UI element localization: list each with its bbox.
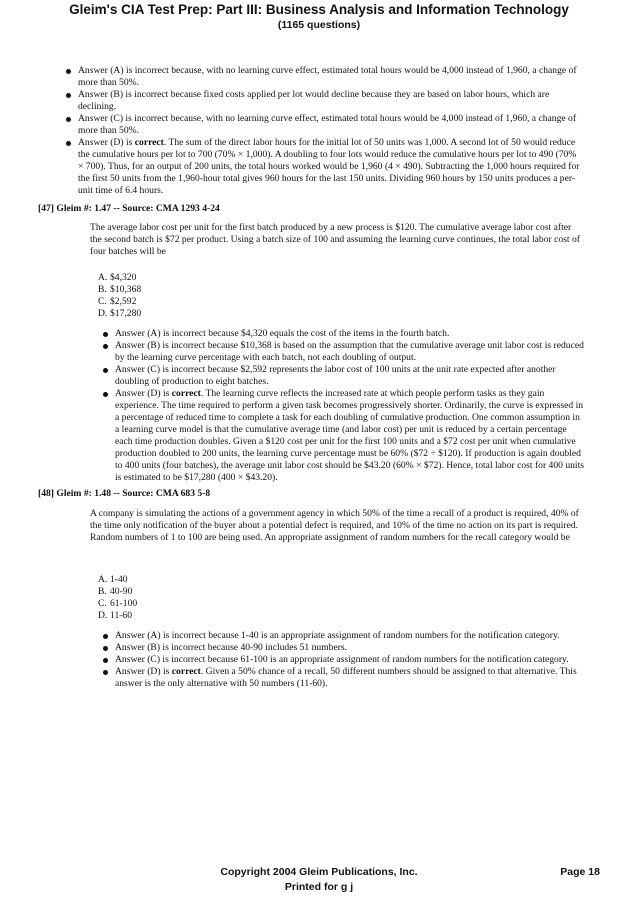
bullet-icon [66, 93, 71, 98]
bullet-icon [66, 117, 71, 122]
question-47-answers [99, 328, 585, 484]
question-48-answers [99, 630, 585, 690]
answer-item: Answer (B) is incorrect because 40-90 includes 51 numbers. [99, 642, 585, 654]
answer-item: Answer (A) is incorrect because, with no learning curve effect, estimated total hours would be 4,000 instead of 1,960, a change of more than 50%. [62, 65, 584, 89]
option-d: D. 11-60 [98, 610, 133, 621]
option-d: D. $17,280 [98, 308, 142, 319]
answer-item: Answer (B) is incorrect because $10,368 is based on the assumption that the cumulative average unit labor cost is reduced by the learning curve percentage with each batch, not each doubling of output. [99, 340, 585, 364]
option-b: B. $10,368 [98, 284, 142, 295]
answer-item: Answer (C) is incorrect because 61-100 is an appropriate assignment of random numbers for the notification category. [99, 654, 585, 666]
bullet-icon [66, 141, 71, 146]
answer-item-correct: Answer (D) is correct. Given a 50% chance of a recall, 50 different numbers should be assigned to that alternative. This answer is the only alternative with 50 numbers (11-60). [99, 666, 585, 690]
bullet-icon [103, 368, 108, 373]
answer-item: Answer (A) is incorrect because $4,320 equals the cost of the items in the fourth batch. [99, 328, 585, 340]
bullet-icon [103, 344, 108, 349]
bullet-icon [103, 634, 108, 639]
bullet-icon [103, 670, 108, 675]
copyright-notice: Copyright 2004 Gleim Publications, Inc. [220, 866, 418, 878]
bullet-icon [103, 658, 108, 663]
question-47-options [98, 272, 141, 320]
option-a: A. $4,320 [98, 272, 137, 283]
option-b: B. 40-90 [98, 586, 133, 597]
answer-item: Answer (B) is incorrect because fixed costs applied per lot would decline because they are based on labor hours, which are declining. [62, 89, 584, 113]
bullet-icon [103, 646, 108, 651]
document-title: Gleim's CIA Test Prep: Part III: Business Analysis and Information Technology [69, 2, 569, 17]
answer-item-correct: Answer (D) is correct. The sum of the direct labor hours for the initial lot of 50 units was 1,000. A second lot of 50 would reduce the cumulative hours per lot to 700 (70% × 1,000). A doubling to four lots would reduce the cumulative hours per lot to 490 (70% × 700). Thus, for an output of 200 units, the total hours worked would be 1,960 (4 × 490). Subtracting the 1,000 hours required for the first 50 units from the 1,960-hour total gives 960 hours for the last 150 units. Dividing 960 hours by 150 units produces a per-unit time of 6.4 hours. [62, 137, 584, 197]
question-47-heading: [47] Gleim #: 1.47 -- Source: CMA 1293 4-24 [38, 203, 220, 214]
question-48-options [98, 574, 137, 622]
question-48-stem: A company is simulating the actions of a government agency in which 50% of the time a recall of a product is required, 40% of the time only notification of the buyer about a potential defect is required, and 10% of the time no action on its part is required. Random numbers of 1 to 100 are being used. An appropriate assignment of random numbers for the recall category would be [90, 508, 579, 543]
option-c: C. $2,592 [98, 296, 137, 307]
answer-item: Answer (C) is incorrect because $2,592 represents the labor cost of 100 units at the unit rate expected after another doubling of production to eight batches. [99, 364, 585, 388]
answer-item: Answer (A) is incorrect because 1-40 is an appropriate assignment of random numbers for the notification category. [99, 630, 585, 642]
bullet-icon [103, 332, 108, 337]
question-48-heading: [48] Gleim #: 1.48 -- Source: CMA 683 5-8 [38, 488, 211, 499]
question-47-stem: The average labor cost per unit for the first batch produced by a new process is $120. The cumulative average labor cost after the second batch is $72 per product. Using a batch size of 100 and assuming the learning curve continues, the total labor cost of four batches will be [90, 222, 580, 257]
page-number: Page 18 [560, 866, 600, 878]
question-count: (1165 questions) [277, 19, 361, 31]
prev-answer-list [62, 65, 584, 197]
bullet-icon [66, 69, 71, 74]
answer-item-correct: Answer (D) is correct. The learning curve reflects the increased rate at which people perform tasks as they gain experience. The time required to perform a given task becomes progressively shorter. Ordinarily, the curve is expressed in a percentage of reduced time to complete a task for each doubling of cumulative production. One common assumption in a learning curve model is that the cumulative average time (and labor cost) per unit is reduced by a certain percentage each time production doubles. Given a $120 cost per unit for the first 100 units and a $72 cost per unit when cumulative production doubled to 200 units, the learning curve percentage must be 60% ($72 ÷ $120). If production is again doubled to 400 units (four batches), the average unit labor cost should be $43.20 (60% × $72). Hence, total labor cost for 400 units is estimated to be $17,280 (400 × $43.20). [99, 388, 585, 484]
printed-for: Printed for g j [284, 881, 354, 893]
option-a: A. 1-40 [98, 574, 128, 585]
option-c: C. 61-100 [98, 598, 138, 609]
answer-item: Answer (C) is incorrect because, with no learning curve effect, estimated total hours would be 4,000 instead of 1,960, a change of more than 50%. [62, 113, 584, 137]
bullet-icon [103, 392, 108, 397]
